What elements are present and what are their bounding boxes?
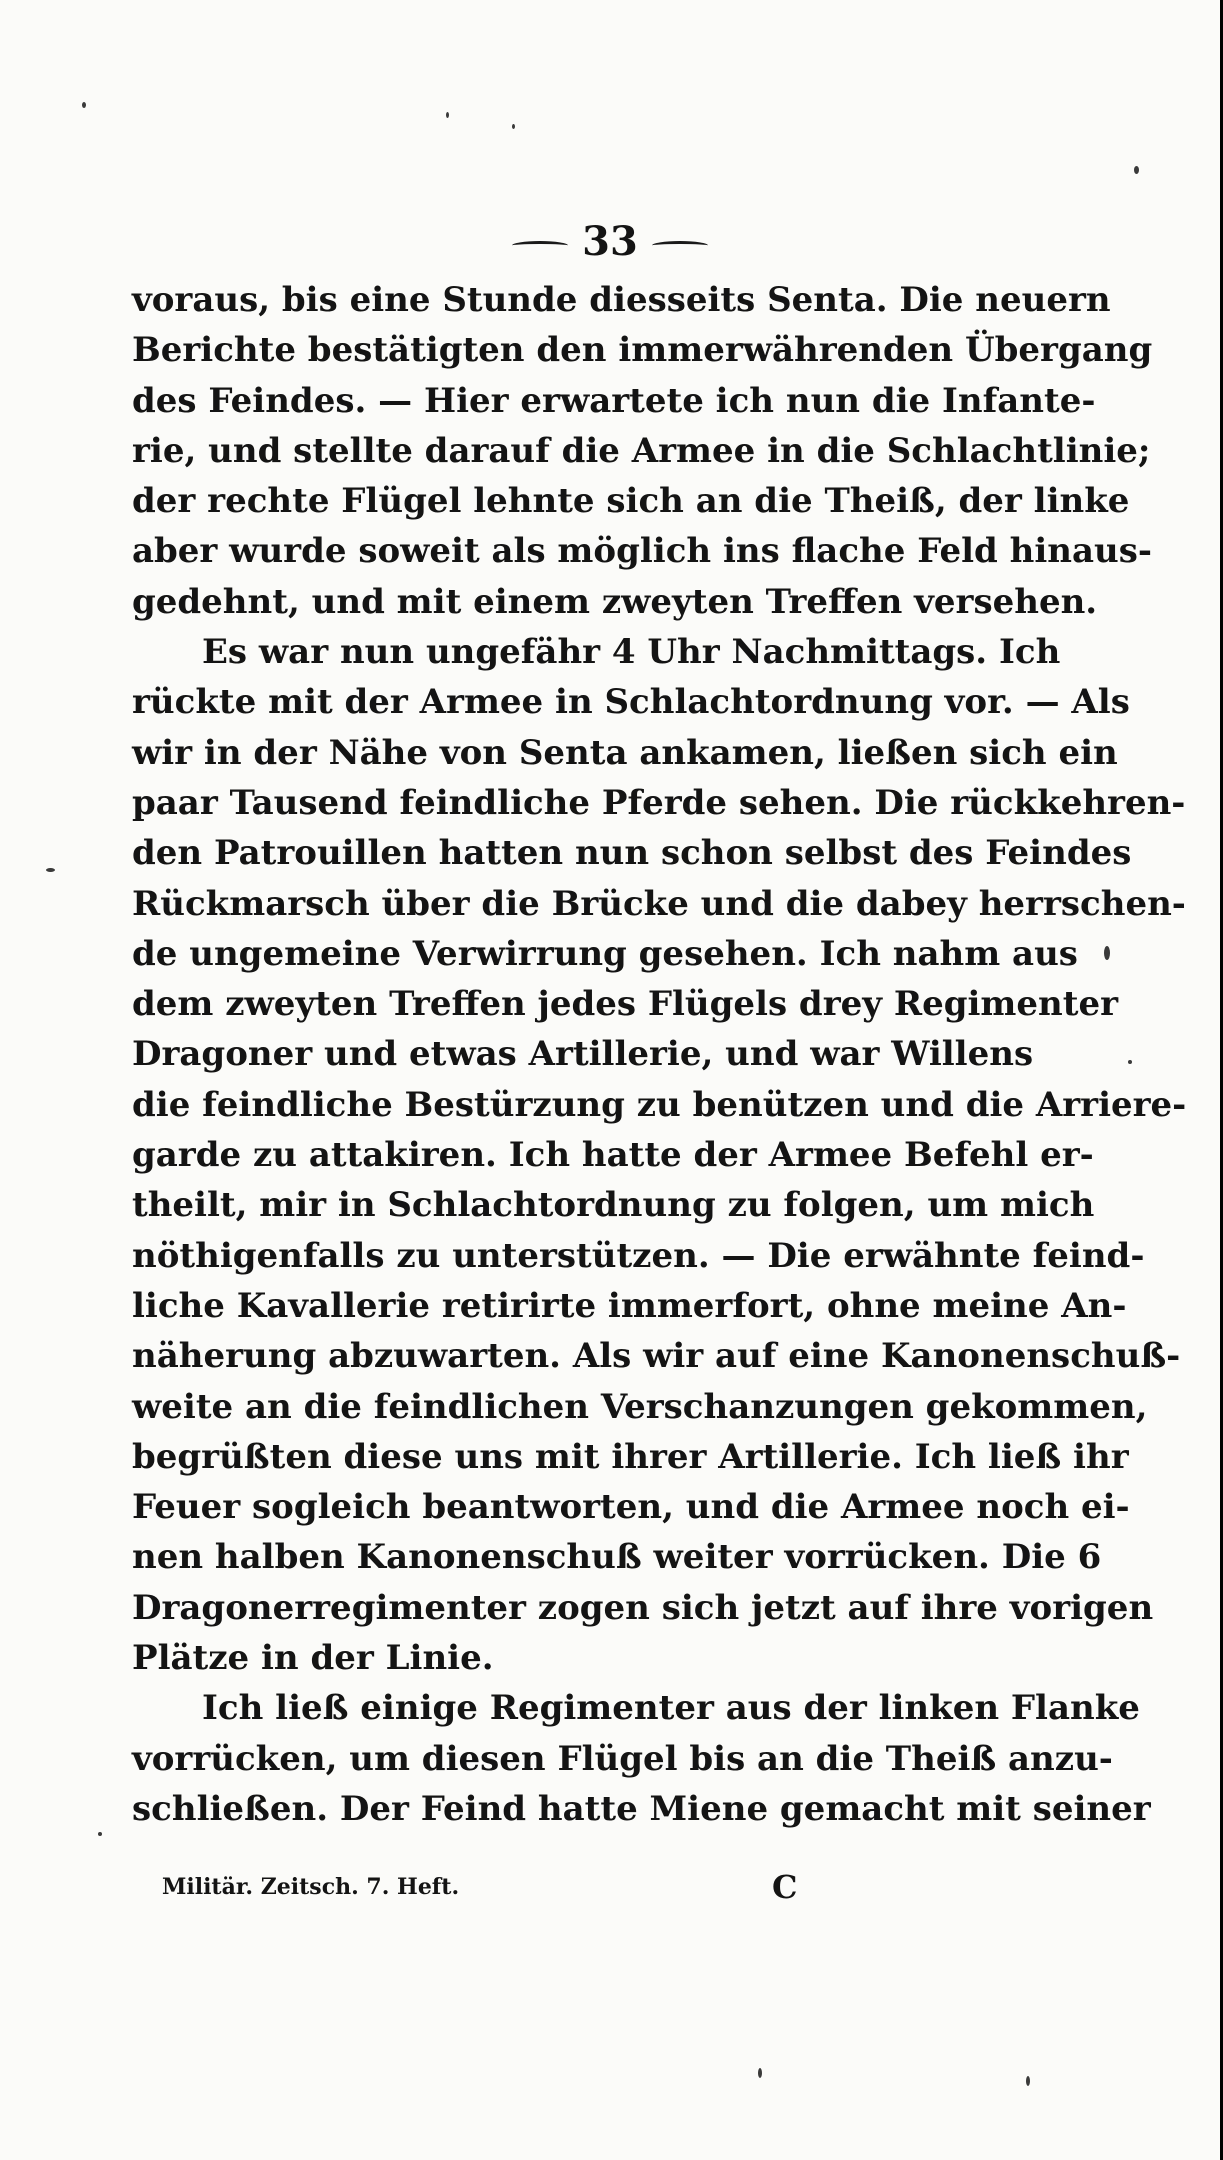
text-line: wir in der Nähe von Senta ankamen, ließen sich ein [132, 732, 1118, 773]
printer-signature-mark: C [772, 1868, 798, 1906]
text-line: liche Kavallerie retirirte immerfort, ohne meine An- [132, 1285, 1127, 1326]
paper-speck [1134, 166, 1139, 174]
page-header [0, 218, 1220, 265]
text-line: Berichte bestätigten den immerwährenden Übergang [132, 330, 1153, 371]
paper-speck [82, 102, 86, 108]
text-line: den Patrouillen hatten nun schon selbst des Feindes [132, 833, 1132, 874]
text-line: des Feindes. — Hier erwartete ich nun die Infante- [132, 380, 1096, 421]
text-line: weite an die feindlichen Verschanzungen gekommen, [132, 1386, 1148, 1427]
text-line: garde zu attakiren. Ich hatte der Armee Befehl er- [132, 1135, 1094, 1176]
signature-line: Militär. Zeitsch. 7. Heft. [162, 1874, 460, 1900]
text-line: Dragonerregimenter zogen sich jetzt auf ihre vorigen [132, 1587, 1154, 1628]
text-line: nen halben Kanonenschuß weiter vorrücken. Die 6 [132, 1537, 1102, 1578]
text-line: paar Tausend feindliche Pferde sehen. Die rückkehren- [132, 782, 1186, 823]
paper-speck [1128, 1060, 1132, 1064]
paper-speck [1104, 946, 1110, 960]
text-line: vorrücken, um diesen Flügel bis an die Theiß anzu- [132, 1738, 1113, 1779]
text-line: dem zweyten Treffen jedes Flügels drey Regimenter [132, 984, 1118, 1025]
paper-speck [512, 124, 515, 129]
body-text [132, 275, 1187, 1834]
text-line: voraus, bis eine Stunde diesseits Senta. Die neuern [132, 280, 1111, 320]
text-line: die feindliche Bestürzung zu benützen und die Arriere- [132, 1084, 1187, 1125]
text-line: gedehnt, und mit einem zweyten Treffen versehen. [132, 581, 1098, 622]
text-line: Dragoner und etwas Artillerie, und war Willens [132, 1034, 1034, 1075]
paper-speck [46, 868, 55, 872]
text-line: Rückmarsch über die Brücke und die dabey herrschen- [132, 883, 1186, 924]
paper-speck [98, 1832, 102, 1836]
paper-speck [446, 112, 449, 118]
text-line: theilt, mir in Schlachtordnung zu folgen, um mich [132, 1185, 1095, 1226]
text-line: rie, und stellte darauf die Armee in die Schlachtlinie; [132, 430, 1151, 471]
text-line: de ungemeine Verwirrung gesehen. Ich nahm aus [132, 933, 1078, 974]
text-line: nöthigenfalls zu unterstützen. — Die erwähnte feind- [132, 1235, 1145, 1276]
left-ornament [512, 241, 568, 250]
text-line: rückte mit der Armee in Schlachtordnung vor. — Als [132, 682, 1130, 723]
text-line: aber wurde soweit als möglich ins flache Feld hinaus- [132, 531, 1152, 572]
text-line: Es war nun ungefähr 4 Uhr Nachmittags. Ich [202, 632, 1061, 673]
text-line: näherung abzuwarten. Als wir auf eine Kanonenschuß- [132, 1336, 1181, 1377]
paper-speck [1026, 2076, 1030, 2086]
paper-speck [758, 2068, 762, 2078]
text-line: Feuer sogleich beantworten, und die Armee noch ei- [132, 1487, 1130, 1528]
text-line: Ich ließ einige Regimenter aus der linken Flanke [202, 1688, 1140, 1729]
text-line: begrüßten diese uns mit ihrer Artillerie. Ich ließ ihr [132, 1436, 1129, 1477]
right-ornament [652, 241, 708, 250]
text-line: der rechte Flügel lehnte sich an die Theiß, der linke [132, 481, 1130, 522]
text-line: Plätze in der Linie. [132, 1638, 494, 1679]
page-number: 33 [582, 218, 638, 265]
page-footer [162, 1868, 942, 1908]
text-line: schließen. Der Feind hatte Miene gemacht mit seiner [132, 1788, 1151, 1829]
